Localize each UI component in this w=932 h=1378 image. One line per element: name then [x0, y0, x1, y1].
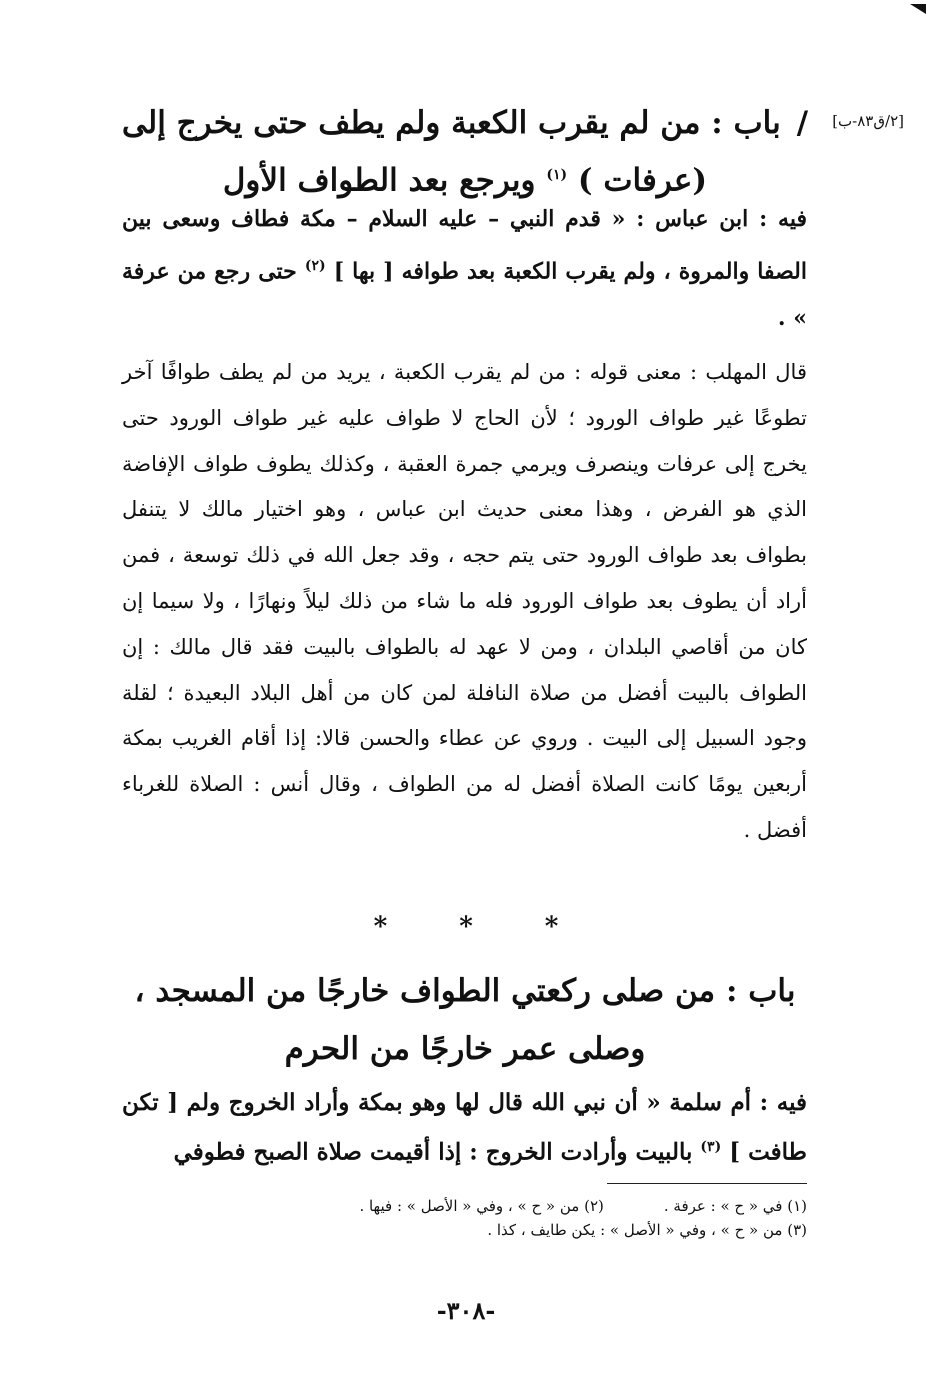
hadith-2-text-post: بالبيت وأرادت الخروج : إذا أقيمت صلاة الصبح فطوفي	[173, 1138, 701, 1166]
manuscript-reference: [٢/ق٨٣-ب]	[832, 112, 904, 130]
chapter-title-1-line1	[118, 97, 812, 149]
hadith-2-text-pre: فيه : أم سلمة « أن نبي الله قال لها وهو بمكة وأراد الخروج ولم [ تكن طافت ]	[122, 1089, 807, 1166]
chapter-title-2-line2: وصلى عمر خارجًا من الحرم	[284, 1031, 646, 1067]
folio-slash: /	[796, 105, 809, 141]
chapter-title-1-text2b: ويرجع بعد الطواف الأول	[222, 162, 547, 199]
commentary-paragraph: قال المهلب : معنى قوله : من لم يقرب الكعبة ، يريد من لم يطف طوافًا آخر تطوعًا غير طواف الورود ؛ لأن الحاج لا طواف عليه غير طواف الورود حتى يخرج إلى عرفات وينصرف ويرمي جمرة العقبة ، وكذلك يطوف طواف الإفاضة الذي هو الفرض ، وهذا معنى حديث ابن عباس ، وهو اختيار مالك لا يتنفل بطواف بعد طواف الورود حتى يتم حجه ، وقد جعل الله في ذلك توسعة ، فمن أراد أن يطوف بعد طواف الورود فله ما شاء من ذلك ليلاً ونهارًا ، ولا سيما إن كان من أقاصي البلدان ، ومن لا عهد له بالطواف بالبيت فقد قال مالك : إن الطواف بالبيت أفضل من صلاة النافلة لمن كان من أهل البلاد البعيدة ؛ لقلة وجود السبيل إلى البيت . وروي عن عطاء والحسن قالا: إذا أقام الغريب بمكة أربعين يومًا كانت الصلاة أفضل له من الطواف ، وقال أنس : الصلاة للغرباء أفضل .	[122, 360, 807, 842]
footnote-1: (١) في « ح » : عرفة .	[663, 1197, 807, 1215]
chapter-title-1	[118, 97, 812, 206]
page-number: -٣٠٨-	[436, 1296, 496, 1325]
chapter-title-2	[118, 962, 812, 1078]
hadith-2	[122, 1080, 807, 1175]
footnote-3: (٣) من « ح » ، وفي « الأصل » : يكن طايف ، كذا .	[487, 1221, 807, 1239]
footnotes	[140, 1194, 807, 1242]
separator-star: *	[544, 912, 559, 942]
footnote-rule	[607, 1183, 807, 1184]
hadith-1-text-pre: فيه : ابن عباس : « قدم النبي – عليه السلام – مكة فطاف وسعى بين الصفا والمروة ، ولم يقرب الكعبة بعد طوافه [ بها ]	[122, 206, 807, 285]
footnote-ref-3: (٣)	[700, 1139, 722, 1155]
hadith-1-text-post: حتى رجع من عرفة » .	[122, 258, 807, 332]
footnote-ref-1: (١)	[546, 167, 568, 183]
footnote-row	[140, 1194, 807, 1218]
chapter-title-2-line1: باب : من صلى ركعتي الطواف خارجًا من المسجد ،	[134, 973, 796, 1009]
separator-star: *	[459, 912, 473, 942]
chapter-title-1-text1: باب : من لم يقرب الكعبة ولم يطف حتى يخرج إلى	[121, 105, 781, 141]
footnote-2: (٢) من « ح » ، وفي « الأصل » : فيها .	[359, 1197, 604, 1215]
section-separator	[0, 912, 932, 942]
chapter-title-1-text2a: (عرفات )	[577, 162, 708, 199]
hadith-1	[122, 196, 807, 342]
separator-star: *	[373, 912, 388, 942]
footnote-ref-2: (٢)	[304, 258, 326, 274]
